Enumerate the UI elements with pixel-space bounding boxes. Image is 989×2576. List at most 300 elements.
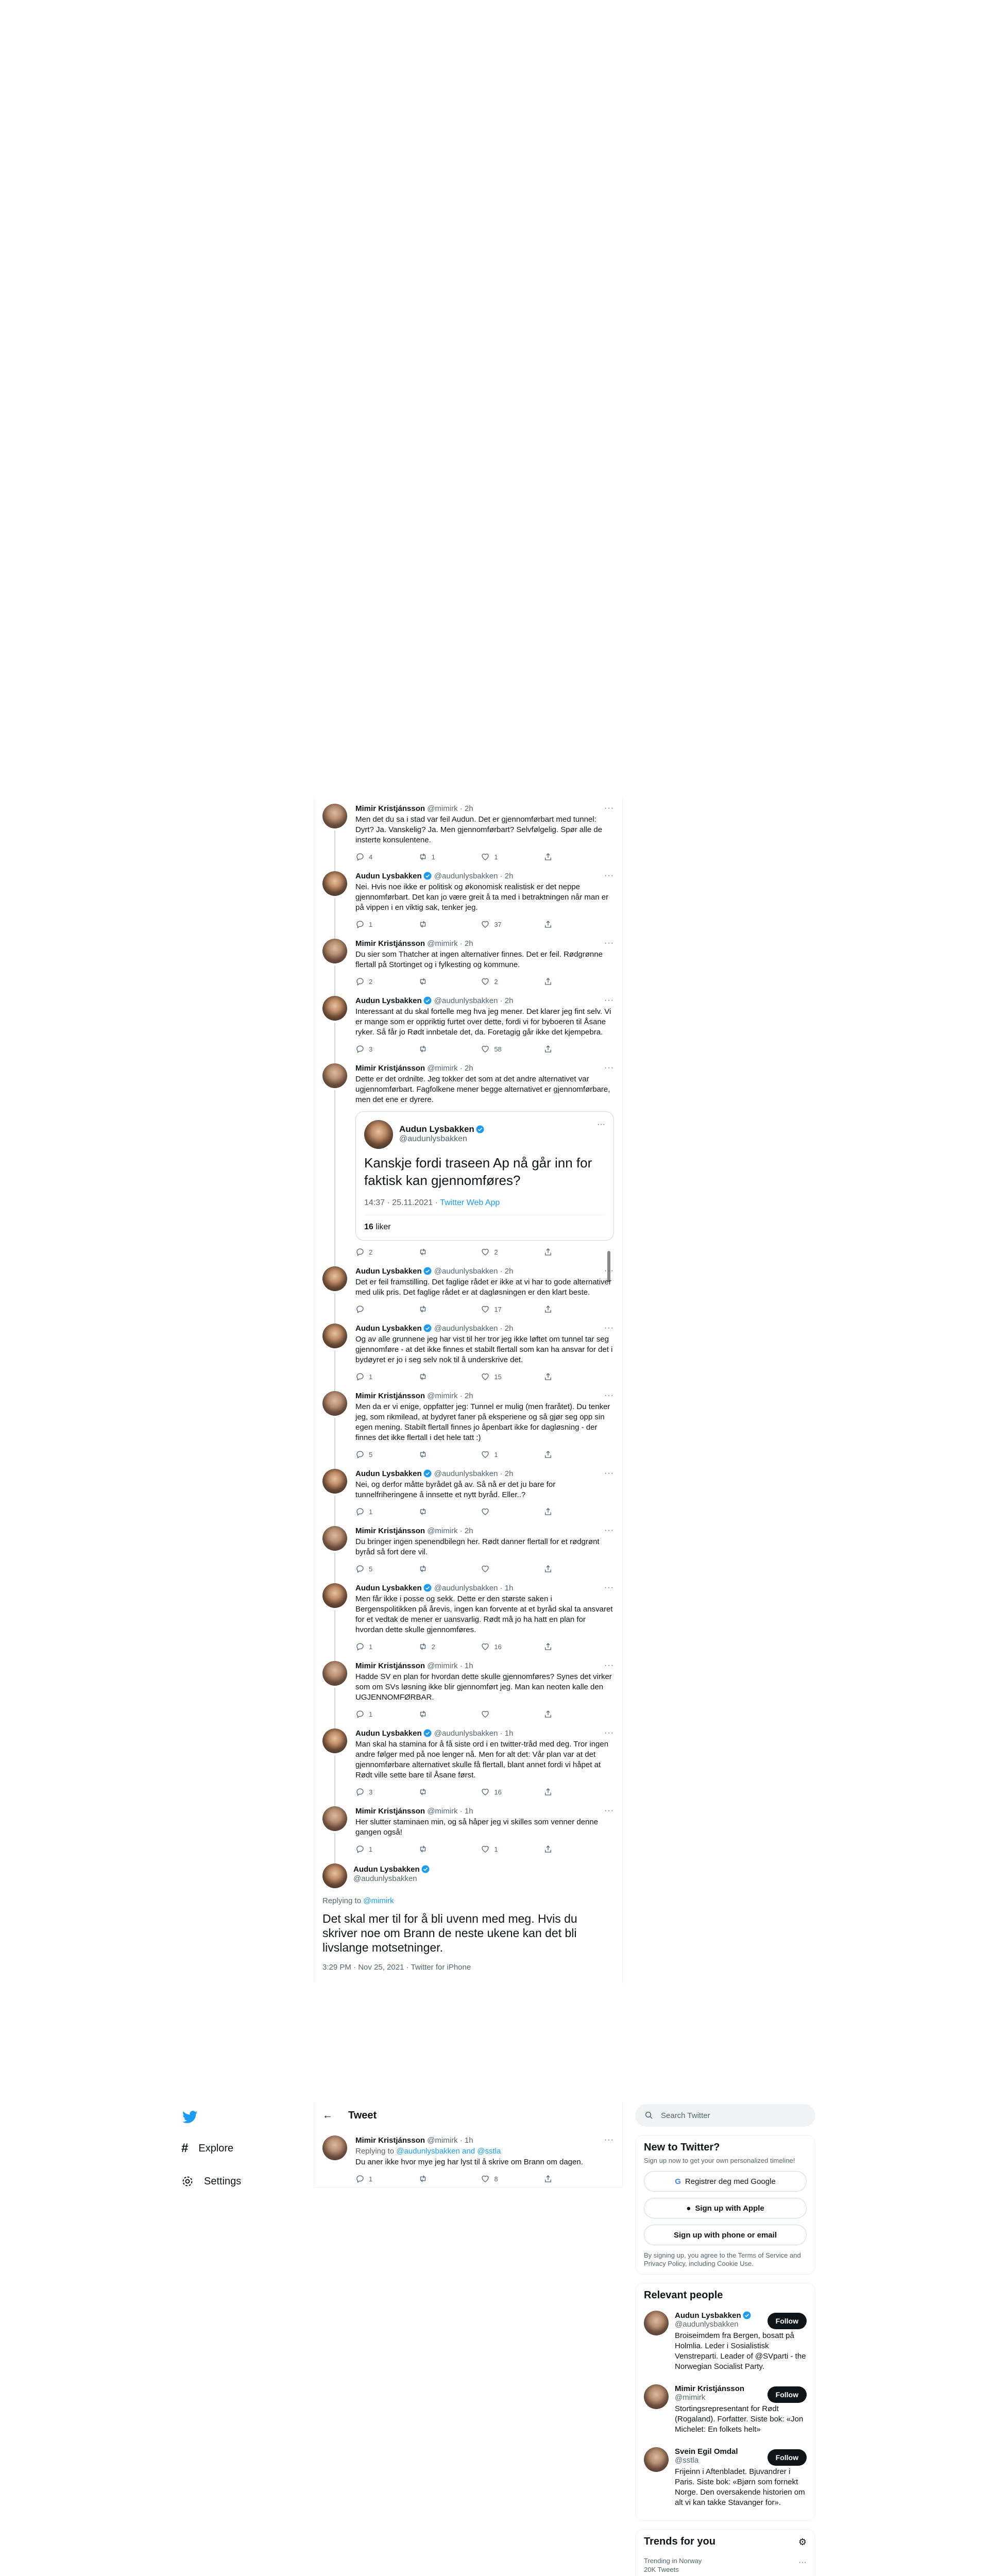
author-name[interactable]: Mimir Kristjánsson bbox=[355, 1392, 425, 1400]
apple-signup-button[interactable] bbox=[644, 2198, 807, 2218]
author-handle[interactable]: @mimirk bbox=[427, 1064, 458, 1073]
like-button[interactable] bbox=[481, 1450, 511, 1459]
like-button[interactable] bbox=[481, 1787, 511, 1797]
share-button[interactable] bbox=[543, 1507, 574, 1516]
more-icon[interactable]: ··· bbox=[604, 1391, 614, 1400]
verified-badge-icon bbox=[742, 2311, 752, 2320]
people-list bbox=[644, 2304, 807, 2514]
share-button[interactable] bbox=[543, 1787, 574, 1797]
more-icon[interactable]: ··· bbox=[597, 1120, 605, 1129]
tweet-text: Nei. Hvis noe ikke er politisk og økonomisk realistisk er det neppe gjennomførbart. Det kan jo være greit å ta med i betraktningen når man er på vippen i en viktig sak, tenker jeg. bbox=[355, 883, 611, 912]
retweet-icon bbox=[418, 977, 428, 986]
tweet-time[interactable]: · 1h bbox=[459, 1662, 473, 1670]
heart-icon bbox=[481, 852, 490, 861]
reply-count: 3 bbox=[369, 1788, 373, 1796]
person-handle: @mimirk bbox=[675, 2393, 706, 2402]
replying-to-link[interactable]: @audunlysbakken and @sstla bbox=[396, 2147, 501, 2156]
thread-line bbox=[334, 1833, 335, 1863]
tweet-actions bbox=[355, 1304, 574, 1314]
follow-button[interactable]: Follow bbox=[768, 2313, 807, 2329]
new-to-twitter-title: New to Twitter? bbox=[644, 2142, 720, 2153]
like-button[interactable] bbox=[481, 920, 511, 929]
like-count: 37 bbox=[494, 920, 502, 928]
tweet[interactable] bbox=[314, 1577, 622, 1655]
quoted-text: Kanskje fordi traseen Ap nå går inn for faktisk kan gjennomføres? bbox=[364, 1155, 592, 1188]
share-button[interactable] bbox=[543, 1372, 574, 1381]
person-name[interactable]: Audun Lysbakken bbox=[675, 2311, 741, 2320]
share-button[interactable] bbox=[543, 1450, 574, 1459]
author-handle[interactable]: @mimirk bbox=[427, 804, 458, 813]
tweet-text: Du sier som Thatcher at ingen alternativer finnes. Det er feil. Rødgrønne flertall på Stortinget og i fylkesting og kommune. bbox=[355, 950, 605, 969]
back-arrow-icon[interactable]: ← bbox=[322, 2110, 333, 2121]
avatar[interactable] bbox=[322, 1063, 347, 1088]
more-icon[interactable]: ··· bbox=[604, 939, 614, 947]
tweet-text: Men da er vi enige, oppfatter jeg: Tunnel er mulig (men fraråtet). Du tenker jeg, som rikmilead, at bydyret faner på eksperiene og så gjør seg opp sin egen mening. Stabilt flertall finnes jo åpenbart ikke for dagløsning - der finnes det ikke flertall i det hele tatt :) bbox=[355, 1402, 612, 1442]
share-icon bbox=[543, 1450, 553, 1459]
tweet[interactable] bbox=[314, 1800, 622, 1857]
reply-button[interactable] bbox=[355, 1247, 386, 1257]
tweet-time[interactable]: · 2h bbox=[459, 804, 473, 813]
avatar[interactable] bbox=[322, 2136, 347, 2160]
trends-title: Trends for you bbox=[644, 2536, 715, 2547]
like-count: 1 bbox=[494, 853, 498, 861]
new-to-twitter-box bbox=[635, 2135, 815, 2275]
author-handle[interactable]: @audunlysbakken bbox=[353, 1874, 417, 1883]
like-button[interactable] bbox=[481, 2174, 511, 2183]
more-icon[interactable]: ··· bbox=[604, 1469, 614, 1478]
author-name[interactable]: Audun Lysbakken bbox=[355, 996, 422, 1005]
more-icon[interactable]: ··· bbox=[604, 1583, 614, 1592]
search-input[interactable] bbox=[635, 2104, 815, 2127]
tweet-text: Du bringer ingen spenendbilegn her. Rødt danner flertall for et rødgrønt byråd så fort dere vil. bbox=[355, 1537, 602, 1556]
reply-button[interactable] bbox=[355, 1844, 386, 1854]
heart-icon bbox=[481, 2174, 490, 2183]
tweet[interactable] bbox=[314, 1260, 622, 1317]
reply-button[interactable] bbox=[355, 1507, 386, 1516]
reply-icon bbox=[355, 1304, 365, 1314]
retweet-button[interactable] bbox=[418, 1642, 449, 1651]
tweet-text: Men det du sa i stad var feil Audun. Det er gjennomførbart med tunnel: Dyrt? Ja. Vanskelig? Ja. Men gjennomførbart? Selvfølgelig. Spør alle de insterte konsulentene. bbox=[355, 815, 605, 844]
heart-icon bbox=[481, 1450, 490, 1459]
more-icon[interactable]: ··· bbox=[604, 804, 614, 812]
replying-to-prefix: Replying to bbox=[322, 1896, 364, 1905]
more-icon[interactable]: ··· bbox=[798, 2558, 807, 2567]
author-handle[interactable]: @audunlysbakken bbox=[434, 1584, 498, 1592]
verified-badge-icon bbox=[421, 1865, 430, 1874]
retweet-icon bbox=[418, 1044, 428, 1054]
reply-count: 1 bbox=[369, 1372, 373, 1381]
google-signup-label: Registrer deg med Google bbox=[685, 2177, 776, 2186]
more-icon[interactable]: ··· bbox=[604, 1661, 614, 1670]
author-name[interactable]: Mimir Kristjánsson bbox=[355, 939, 425, 948]
tweet-time[interactable]: · 1h bbox=[500, 1729, 514, 1738]
like-button[interactable] bbox=[481, 1564, 511, 1573]
relevant-people-title: Relevant people bbox=[644, 2290, 723, 2301]
like-button[interactable] bbox=[481, 1247, 511, 1257]
left-nav bbox=[175, 2105, 309, 2193]
tweet-time[interactable]: · 2h bbox=[459, 1392, 473, 1400]
share-icon bbox=[543, 1844, 553, 1854]
more-icon[interactable]: ··· bbox=[604, 1324, 614, 1332]
avatar[interactable] bbox=[322, 1324, 347, 1348]
like-count: 16 bbox=[494, 1788, 502, 1796]
gear-icon bbox=[181, 2175, 194, 2188]
more-icon[interactable]: ··· bbox=[604, 1806, 614, 1815]
retweet-icon bbox=[418, 1304, 428, 1314]
quoted-avatar bbox=[364, 1120, 393, 1149]
retweet-button[interactable] bbox=[418, 1787, 449, 1797]
focused-tweet-text: Det skal mer til for å bli uvenn med meg. Hvis du skriver noe om Brann de neste ukene kan det bli livslange motsetninger. bbox=[322, 1912, 577, 1954]
retweet-icon bbox=[418, 1247, 428, 1257]
search-icon bbox=[644, 2111, 654, 2120]
more-icon[interactable]: ··· bbox=[604, 996, 614, 1005]
share-button[interactable] bbox=[543, 1844, 574, 1854]
tweet-time[interactable]: · 2h bbox=[500, 1469, 514, 1478]
author-name[interactable]: Mimir Kristjánsson bbox=[355, 1527, 425, 1535]
author-name[interactable]: Mimir Kristjánsson bbox=[355, 1662, 425, 1670]
like-button[interactable] bbox=[481, 852, 511, 861]
like-count: 8 bbox=[494, 2175, 498, 2183]
reply-count: 2 bbox=[369, 1248, 373, 1256]
reply-count: 1 bbox=[369, 2175, 373, 2183]
reply-button[interactable] bbox=[355, 2174, 386, 2183]
retweet-button[interactable] bbox=[418, 1507, 449, 1516]
tweet[interactable] bbox=[314, 1463, 622, 1520]
share-icon bbox=[543, 920, 553, 929]
tweet-text: Interessant at du skal fortelle meg hva jeg mener. Det klarer jeg fint selv. Vi er mange som er oppriktig furtet over dette, fordi vi for byboeren til Åsane ryker. Så får jo Rødt innbetale det, da. Foretagig går ikke det kjempebra. bbox=[355, 1007, 613, 1037]
tweet-text: Men får ikke i posse og sekk. Dette er den største saken i Bergenspolitikken på årevis, ingen kan forvente at et byråd skal ta ansvaret for et vedtak de mener er uansvarlig. Rødt må jo ha hatt en plan for hvordan dette skulle gjennomføres. bbox=[355, 1595, 615, 1634]
author-handle[interactable]: @audunlysbakken bbox=[434, 1469, 498, 1478]
replying-to-prefix: Replying to bbox=[355, 2147, 397, 2156]
avatar[interactable] bbox=[322, 1728, 347, 1753]
reply-button[interactable] bbox=[355, 1450, 386, 1459]
follow-button[interactable]: Follow bbox=[768, 2386, 807, 2403]
retweet-icon bbox=[418, 852, 428, 861]
tweet[interactable] bbox=[314, 865, 622, 933]
retweet-button[interactable] bbox=[418, 2174, 449, 2183]
more-icon[interactable]: ··· bbox=[604, 1063, 614, 1072]
share-button[interactable] bbox=[543, 2174, 574, 2183]
share-button[interactable] bbox=[543, 1304, 574, 1314]
author-handle[interactable]: @mimirk bbox=[427, 1527, 458, 1535]
tweet-time[interactable]: · 2h bbox=[500, 1267, 514, 1276]
retweet-button[interactable] bbox=[418, 1372, 449, 1381]
avatar[interactable] bbox=[322, 1526, 347, 1551]
share-button[interactable] bbox=[543, 1564, 574, 1573]
quoted-app-link[interactable]: Twitter Web App bbox=[440, 1198, 500, 1207]
tweet-actions bbox=[355, 1709, 574, 1719]
tweet-time[interactable]: · 2h bbox=[500, 872, 514, 880]
tweet[interactable] bbox=[314, 990, 622, 1057]
verified-badge-icon bbox=[423, 1469, 432, 1478]
tweet-actions bbox=[355, 852, 574, 862]
follow-button[interactable]: Follow bbox=[768, 2449, 807, 2466]
tweet-time[interactable]: · 2h bbox=[459, 1064, 473, 1073]
author-handle[interactable]: @audunlysbakken bbox=[434, 1324, 498, 1333]
reply-count: 1 bbox=[369, 920, 373, 928]
tweet-time[interactable]: · 2h bbox=[459, 939, 473, 948]
author-name[interactable]: Audun Lysbakken bbox=[355, 1267, 422, 1276]
heart-icon bbox=[481, 1044, 490, 1054]
avatar[interactable] bbox=[644, 2311, 669, 2335]
heart-icon bbox=[481, 977, 490, 986]
retweet-count: 2 bbox=[431, 1642, 435, 1651]
nav-explore-label: Explore bbox=[198, 2142, 234, 2154]
heart-icon bbox=[481, 1709, 490, 1719]
author-name[interactable]: Mimir Kristjánsson bbox=[355, 1807, 425, 1816]
share-button[interactable] bbox=[543, 920, 574, 929]
person-name[interactable]: Svein Egil Omdal bbox=[675, 2447, 738, 2456]
retweet-button[interactable] bbox=[418, 1044, 449, 1054]
phone-signup-button[interactable] bbox=[644, 2225, 807, 2245]
nav-settings-label: Settings bbox=[204, 2175, 242, 2187]
retweet-icon bbox=[418, 1372, 428, 1381]
retweet-button[interactable] bbox=[418, 920, 449, 929]
heart-icon bbox=[481, 1372, 490, 1381]
avatar[interactable] bbox=[322, 804, 347, 828]
tweet[interactable] bbox=[314, 1722, 622, 1800]
reply-icon bbox=[355, 1372, 365, 1381]
tweet[interactable] bbox=[314, 1317, 622, 1385]
avatar[interactable] bbox=[322, 1583, 347, 1608]
avatar[interactable] bbox=[644, 2447, 669, 2472]
tweet-time[interactable]: · 2h bbox=[500, 1324, 514, 1333]
share-button[interactable] bbox=[543, 977, 574, 986]
focused-tweet bbox=[314, 1857, 622, 1978]
avatar[interactable] bbox=[322, 1863, 347, 1888]
reply-icon bbox=[355, 1642, 365, 1651]
tweet-time[interactable]: · 2h bbox=[500, 996, 514, 1005]
author-name[interactable]: Audun Lysbakken bbox=[355, 1469, 422, 1478]
retweet-button[interactable] bbox=[418, 1247, 449, 1257]
reply-button[interactable] bbox=[355, 1564, 386, 1573]
person-handle: @audunlysbakken bbox=[675, 2320, 739, 2329]
author-handle[interactable]: @mimirk bbox=[427, 939, 458, 948]
like-button[interactable] bbox=[481, 977, 511, 986]
tweet-text: Du aner ikke hvor mye jeg har lyst til å skrive om Brann om dagen. bbox=[355, 2158, 583, 2166]
gear-icon[interactable]: ⚙ bbox=[798, 2537, 807, 2547]
avatar[interactable] bbox=[322, 1806, 347, 1831]
author-handle[interactable]: @audunlysbakken bbox=[434, 872, 498, 880]
person-name[interactable]: Mimir Kristjánsson bbox=[675, 2384, 745, 2393]
twitter-logo-icon[interactable] bbox=[181, 2109, 199, 2124]
retweet-button[interactable] bbox=[418, 977, 449, 986]
retweet-icon bbox=[418, 920, 428, 929]
share-button[interactable] bbox=[543, 1044, 574, 1054]
heart-icon bbox=[481, 920, 490, 929]
author-handle[interactable]: @audunlysbakken bbox=[434, 1729, 498, 1738]
tweet-time[interactable]: · 1h bbox=[459, 2136, 473, 2145]
heart-icon bbox=[481, 1844, 490, 1854]
more-icon[interactable]: ··· bbox=[604, 1728, 614, 1737]
reply-icon bbox=[355, 1044, 365, 1054]
retweet-icon bbox=[418, 1642, 428, 1651]
reply-button[interactable] bbox=[355, 1642, 386, 1651]
person-bio: Stortingsrepresentant for Rødt (Rogaland). Forfatter. Siste bok: «Jon Michelet: En folkets helt» bbox=[675, 2404, 804, 2434]
share-icon bbox=[543, 1304, 553, 1314]
focused-tweet-meta[interactable]: 3:29 PM · Nov 25, 2021 · Twitter for iPhone bbox=[322, 1963, 471, 1972]
tweet[interactable] bbox=[314, 1385, 622, 1463]
share-icon bbox=[543, 1247, 553, 1257]
like-button[interactable] bbox=[481, 1642, 511, 1651]
tweet[interactable] bbox=[314, 1520, 622, 1577]
tweet-text: Nei, og derfor måtte byrådet gå av. Så nå er det ju bare for tunnelfriheringene å innsette et nytt byråd. Eller..? bbox=[355, 1480, 558, 1499]
tweet-time[interactable]: · 1h bbox=[500, 1584, 514, 1592]
trends-list bbox=[644, 2551, 807, 2576]
verified-badge-icon bbox=[475, 1125, 485, 1134]
author-handle[interactable]: @audunlysbakken bbox=[434, 996, 498, 1005]
retweet-icon bbox=[418, 1450, 428, 1459]
trends-box bbox=[635, 2529, 815, 2576]
nav-settings[interactable] bbox=[175, 2170, 309, 2193]
avatar[interactable] bbox=[322, 996, 347, 1021]
nav-explore[interactable] bbox=[175, 2136, 309, 2161]
share-button[interactable] bbox=[543, 1709, 574, 1719]
quoted-tweet[interactable] bbox=[355, 1111, 614, 1241]
share-icon bbox=[543, 1564, 553, 1573]
author-name[interactable]: Audun Lysbakken bbox=[355, 1324, 422, 1333]
share-button[interactable] bbox=[543, 1247, 574, 1257]
like-button[interactable] bbox=[481, 1709, 511, 1719]
like-count: 16 bbox=[494, 1642, 502, 1651]
like-count: 17 bbox=[494, 1305, 502, 1313]
heart-icon bbox=[481, 1247, 490, 1257]
share-button[interactable] bbox=[543, 852, 574, 861]
tweet-time[interactable]: · 2h bbox=[459, 1527, 473, 1535]
like-count: 2 bbox=[494, 1248, 498, 1256]
reply-button[interactable] bbox=[355, 920, 386, 929]
heart-icon bbox=[481, 1304, 490, 1314]
share-icon bbox=[543, 1372, 553, 1381]
author-name[interactable]: Mimir Kristjánsson bbox=[355, 2136, 425, 2145]
retweet-button[interactable] bbox=[418, 1450, 449, 1459]
verified-badge-icon bbox=[423, 1324, 432, 1333]
author-handle[interactable]: @mimirk bbox=[427, 1392, 458, 1400]
retweet-button[interactable] bbox=[418, 852, 449, 861]
reply-icon bbox=[355, 1709, 365, 1719]
thread-line bbox=[334, 1755, 335, 1806]
author-name[interactable]: Audun Lysbakken bbox=[355, 1729, 422, 1738]
reply-button[interactable] bbox=[355, 1304, 386, 1314]
tweet-actions bbox=[355, 1449, 574, 1460]
tweet-actions bbox=[355, 919, 574, 929]
retweet-count: 1 bbox=[431, 853, 435, 861]
heart-icon bbox=[481, 1507, 490, 1516]
reply-count: 4 bbox=[369, 853, 373, 861]
google-signup-button[interactable] bbox=[644, 2171, 807, 2192]
author-name[interactable]: Audun Lysbakken bbox=[355, 872, 422, 880]
tweet[interactable] bbox=[314, 933, 622, 990]
author-name[interactable]: Audun Lysbakken bbox=[355, 1584, 422, 1592]
verified-badge-icon bbox=[423, 871, 432, 880]
like-count: 1 bbox=[494, 1450, 498, 1459]
avatar[interactable] bbox=[322, 1661, 347, 1686]
tweet-text: Det er feil framstilling. Det faglige rådet er ikke at vi har to gode alternativer med ulik pris. Det faglige rådet er at dagløsningen er den klart beste. bbox=[355, 1278, 614, 1297]
avatar[interactable] bbox=[322, 939, 347, 963]
share-icon bbox=[543, 1044, 553, 1054]
tweet-text: Man skal ha stamina for å få siste ord i en twitter-tråd med deg. Tror ingen andre følger med på noe lenger nå. Men for alt det: Vår plan var at det gjennomførbare alternativet skulle få flertall, blant annet fordi vi håpet at Rødt ville sette bare til Åsane først. bbox=[355, 1740, 611, 1780]
more-icon[interactable]: ··· bbox=[604, 1266, 614, 1275]
column-header bbox=[314, 2102, 623, 2129]
quoted-like-label: liker bbox=[373, 1223, 391, 1231]
quoted-author-name: Audun Lysbakken bbox=[399, 1124, 474, 1134]
relevant-person[interactable] bbox=[644, 2304, 807, 2378]
tweet[interactable] bbox=[314, 798, 622, 865]
share-button[interactable] bbox=[543, 1642, 574, 1651]
heart-icon bbox=[481, 1642, 490, 1651]
reply-tweet[interactable] bbox=[314, 2129, 623, 2188]
avatar[interactable] bbox=[322, 871, 347, 896]
trend-category: Trending in Norway bbox=[644, 2557, 702, 2565]
reply-button[interactable] bbox=[355, 852, 386, 861]
tweet[interactable] bbox=[314, 1057, 622, 1260]
reply-count: 1 bbox=[369, 1507, 373, 1516]
relevant-person[interactable] bbox=[644, 2378, 807, 2441]
more-icon[interactable]: ··· bbox=[604, 2136, 614, 2144]
reply-count: 3 bbox=[369, 1045, 373, 1053]
retweet-button[interactable] bbox=[418, 1709, 449, 1719]
reply-button[interactable] bbox=[355, 1044, 386, 1054]
terms-text: By signing up, you agree to the Terms of Service and Privacy Policy, including Cookie Use. bbox=[644, 2251, 801, 2267]
like-button[interactable] bbox=[481, 1507, 511, 1516]
retweet-icon bbox=[418, 1844, 428, 1854]
reply-icon bbox=[355, 977, 365, 986]
like-button[interactable] bbox=[481, 1372, 511, 1381]
like-button[interactable] bbox=[481, 1304, 511, 1314]
reply-button[interactable] bbox=[355, 1709, 386, 1719]
retweet-icon bbox=[418, 2174, 428, 2183]
tweet[interactable] bbox=[314, 1655, 622, 1722]
more-icon[interactable]: ··· bbox=[604, 871, 614, 880]
like-button[interactable] bbox=[481, 1044, 511, 1054]
replying-to-link[interactable]: @mimirk bbox=[363, 1896, 394, 1905]
trend-item[interactable] bbox=[644, 2551, 807, 2576]
more-icon[interactable]: ··· bbox=[604, 1526, 614, 1535]
author-handle[interactable]: @mimirk bbox=[427, 2136, 458, 2145]
reply-count: 5 bbox=[369, 1565, 373, 1573]
retweet-button[interactable] bbox=[418, 1304, 449, 1314]
reply-icon bbox=[355, 1787, 365, 1797]
author-name[interactable]: Audun Lysbakken bbox=[353, 1865, 420, 1874]
right-sidebar bbox=[635, 2102, 815, 2576]
reply-button[interactable] bbox=[355, 1787, 386, 1797]
reply-button[interactable] bbox=[355, 977, 386, 986]
verified-badge-icon bbox=[423, 1583, 432, 1592]
like-button[interactable] bbox=[481, 1844, 511, 1854]
author-name[interactable]: Mimir Kristjánsson bbox=[355, 804, 425, 813]
author-name[interactable]: Mimir Kristjánsson bbox=[355, 1064, 425, 1073]
avatar[interactable] bbox=[644, 2384, 669, 2409]
retweet-icon bbox=[418, 1564, 428, 1573]
avatar[interactable] bbox=[322, 1266, 347, 1291]
google-icon: G bbox=[675, 2177, 681, 2186]
author-handle[interactable]: @mimirk bbox=[427, 1662, 458, 1670]
retweet-button[interactable] bbox=[418, 1844, 449, 1854]
retweet-button[interactable] bbox=[418, 1564, 449, 1573]
author-handle[interactable]: @mimirk bbox=[427, 1807, 458, 1816]
relevant-person[interactable] bbox=[644, 2441, 807, 2514]
tweet-actions bbox=[355, 1641, 574, 1652]
tweet-time[interactable]: · 1h bbox=[459, 1807, 473, 1816]
quoted-author-handle: @audunlysbakken bbox=[399, 1134, 467, 1143]
reply-button[interactable] bbox=[355, 1372, 386, 1381]
avatar[interactable] bbox=[322, 1391, 347, 1416]
avatar[interactable] bbox=[322, 1469, 347, 1494]
like-count: 1 bbox=[494, 1845, 498, 1853]
search-placeholder: Search Twitter bbox=[661, 2111, 710, 2120]
tweet-actions bbox=[355, 1044, 574, 1054]
author-handle[interactable]: @audunlysbakken bbox=[434, 1267, 498, 1276]
